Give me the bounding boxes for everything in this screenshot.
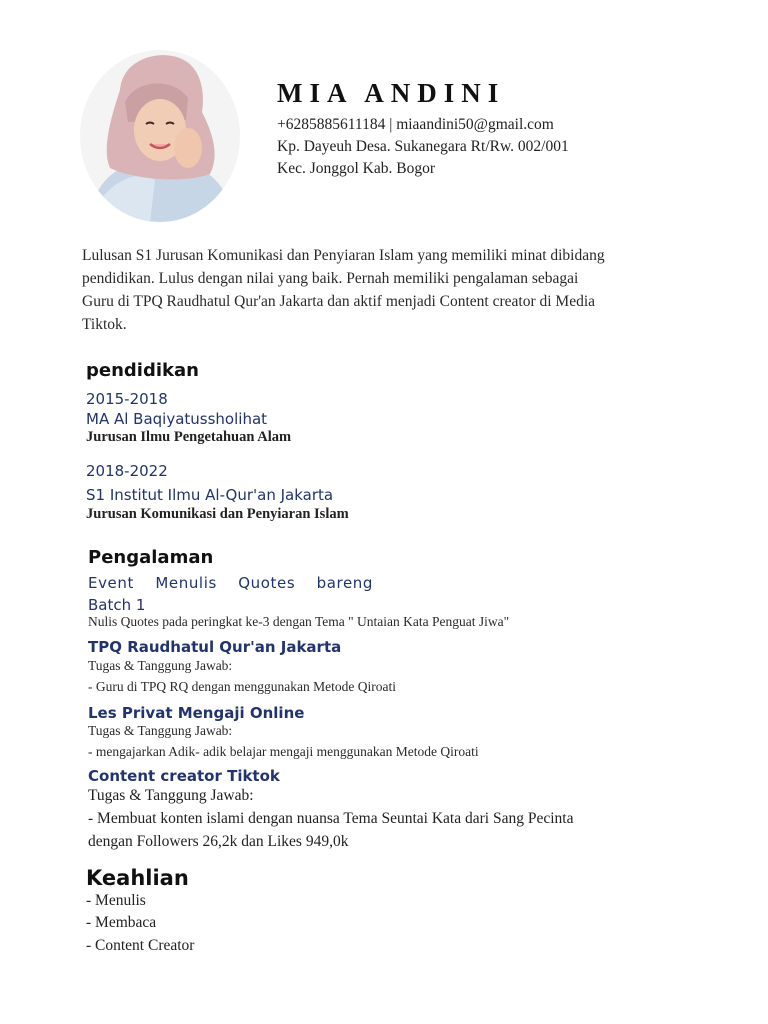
skill-item: - Menulis <box>86 892 146 909</box>
summary-line: Lulusan S1 Jurusan Komunikasi dan Penyiaran Islam yang memiliki minat dibidang <box>82 247 605 264</box>
summary-line: Guru di TPQ Raudhatul Qur'an Jakarta dan aktif menjadi Content creator di Media <box>82 293 596 310</box>
education-years: 2015-2018 <box>86 390 168 408</box>
experience-label: Tugas & Tanggung Jawab: <box>88 787 254 804</box>
experience-desc: dengan Followers 26,2k dan Likes 949,0k <box>88 833 349 850</box>
education-school: MA Al Baqiyatussholihat <box>86 410 268 428</box>
summary-paragraph <box>82 244 712 336</box>
skill-item: - Content Creator <box>86 937 195 954</box>
experience-heading: Pengalaman <box>88 547 214 568</box>
skills-heading: Keahlian <box>86 866 189 890</box>
summary-line: Tiktok. <box>82 316 127 333</box>
profile-photo-illustration <box>80 50 240 222</box>
experience-desc: Nulis Quotes pada peringkat ke-3 dengan Tema " Untaian Kata Penguat Jiwa" <box>88 614 510 629</box>
experience-title: Les Privat Mengaji Online <box>88 704 305 722</box>
experience-desc: - Membuat konten islami dengan nuansa Tema Seuntai Kata dari Sang Pecinta <box>88 810 574 827</box>
contact-line: +6285885611184 | miaandini50@gmail.com <box>277 116 554 133</box>
experience-title: Content creator Tiktok <box>88 767 280 785</box>
education-heading: pendidikan <box>86 360 199 381</box>
experience-desc: - mengajarkan Adik- adik belajar mengaji menggunakan Metode Qiroati <box>88 744 479 759</box>
experience-label: Tugas & Tanggung Jawab: <box>88 723 233 738</box>
address-line-1: Kp. Dayeuh Desa. Sukanegara Rt/Rw. 002/001 <box>277 138 569 155</box>
education-school: S1 Institut Ilmu Al-Qur'an Jakarta <box>86 486 334 504</box>
address-line-2: Kec. Jonggol Kab. Bogor <box>277 160 435 177</box>
education-major: Jurusan Komunikasi dan Penyiaran Islam <box>86 506 349 522</box>
experience-title: Event Menulis Quotes bareng <box>88 574 374 592</box>
experience-label: Tugas & Tanggung Jawab: <box>88 658 233 673</box>
candidate-name: MIA ANDINI <box>277 78 506 108</box>
education-years: 2018-2022 <box>86 462 168 480</box>
experience-desc: - Guru di TPQ RQ dengan menggunakan Metode Qiroati <box>88 679 396 694</box>
profile-photo <box>80 50 240 222</box>
education-major: Jurusan Ilmu Pengetahuan Alam <box>86 429 292 445</box>
experience-title-cont: Batch 1 <box>88 596 146 614</box>
experience-title: TPQ Raudhatul Qur'an Jakarta <box>88 638 342 656</box>
summary-line: pendidikan. Lulus dengan nilai yang baik. Pernah memiliki pengalaman sebagai <box>82 270 579 287</box>
skill-item: - Membaca <box>86 914 157 931</box>
